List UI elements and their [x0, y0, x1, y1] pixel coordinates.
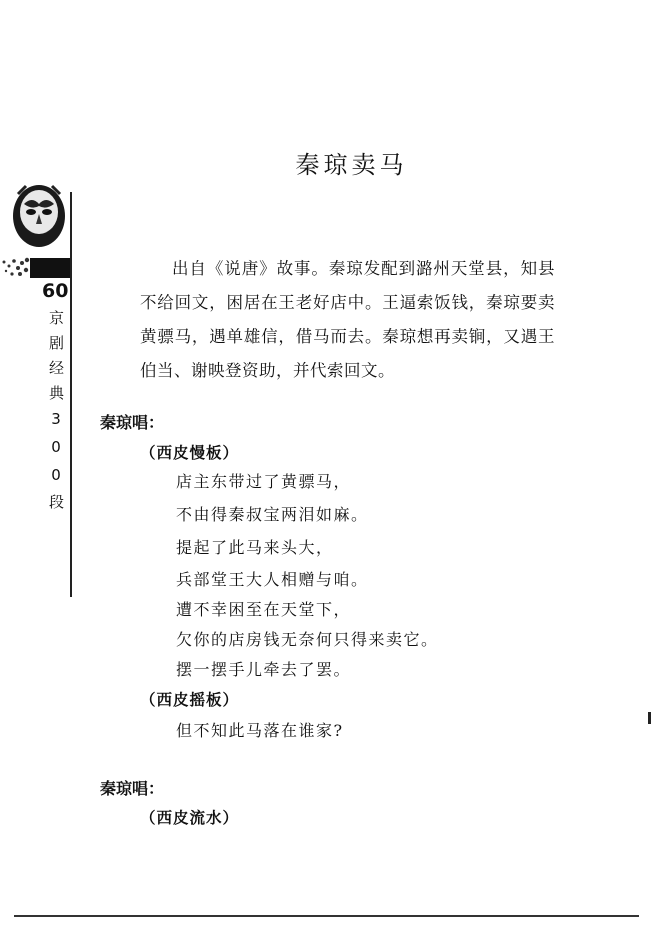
- lyric-line: 不由得秦叔宝两泪如麻。: [176, 505, 369, 524]
- intro-paragraph: 出自《说唐》故事。秦琼发配到潞州天堂县，知县不给回文，困居在王老好店中。王逼索饭钱，秦琼要卖黄骠马，遇单雄信，借马而去。秦琼想再卖锏，又遇王伯当、谢映登资助，并代索回文。: [140, 259, 555, 380]
- lyric-line: 兵部堂王大人相赠与咱。: [176, 570, 369, 589]
- aria-mode: （西皮摇板）: [140, 690, 240, 709]
- lyric-line: 遭不幸困至在天堂下，: [176, 600, 352, 619]
- running-title: 京剧经典300段: [47, 310, 65, 519]
- sidebar-halftone-band: [0, 256, 72, 278]
- lyric-line: 欠你的店房钱无奈何只得来卖它。: [176, 630, 439, 649]
- aria-mode: （西皮慢板）: [140, 443, 240, 462]
- page-number: 60: [42, 280, 69, 302]
- lyric-line: 店主东带过了黄骠马，: [176, 472, 352, 491]
- page-title: 秦琼卖马: [295, 151, 408, 179]
- lyric-line: 但不知此马落在谁家?: [176, 721, 344, 740]
- bottom-rule: [14, 915, 639, 917]
- aria-mode: （西皮流水）: [140, 808, 240, 827]
- sidebar-rule: [70, 192, 72, 597]
- singer-label: 秦琼唱：: [100, 779, 165, 798]
- lyric-line: 提起了此马来头大，: [176, 538, 334, 557]
- scan-speck: [648, 712, 651, 724]
- lyric-line: 摆一摆手儿牵去了罢。: [176, 660, 352, 679]
- opera-mask-emblem: [6, 182, 66, 254]
- singer-label: 秦琼唱：: [100, 413, 165, 432]
